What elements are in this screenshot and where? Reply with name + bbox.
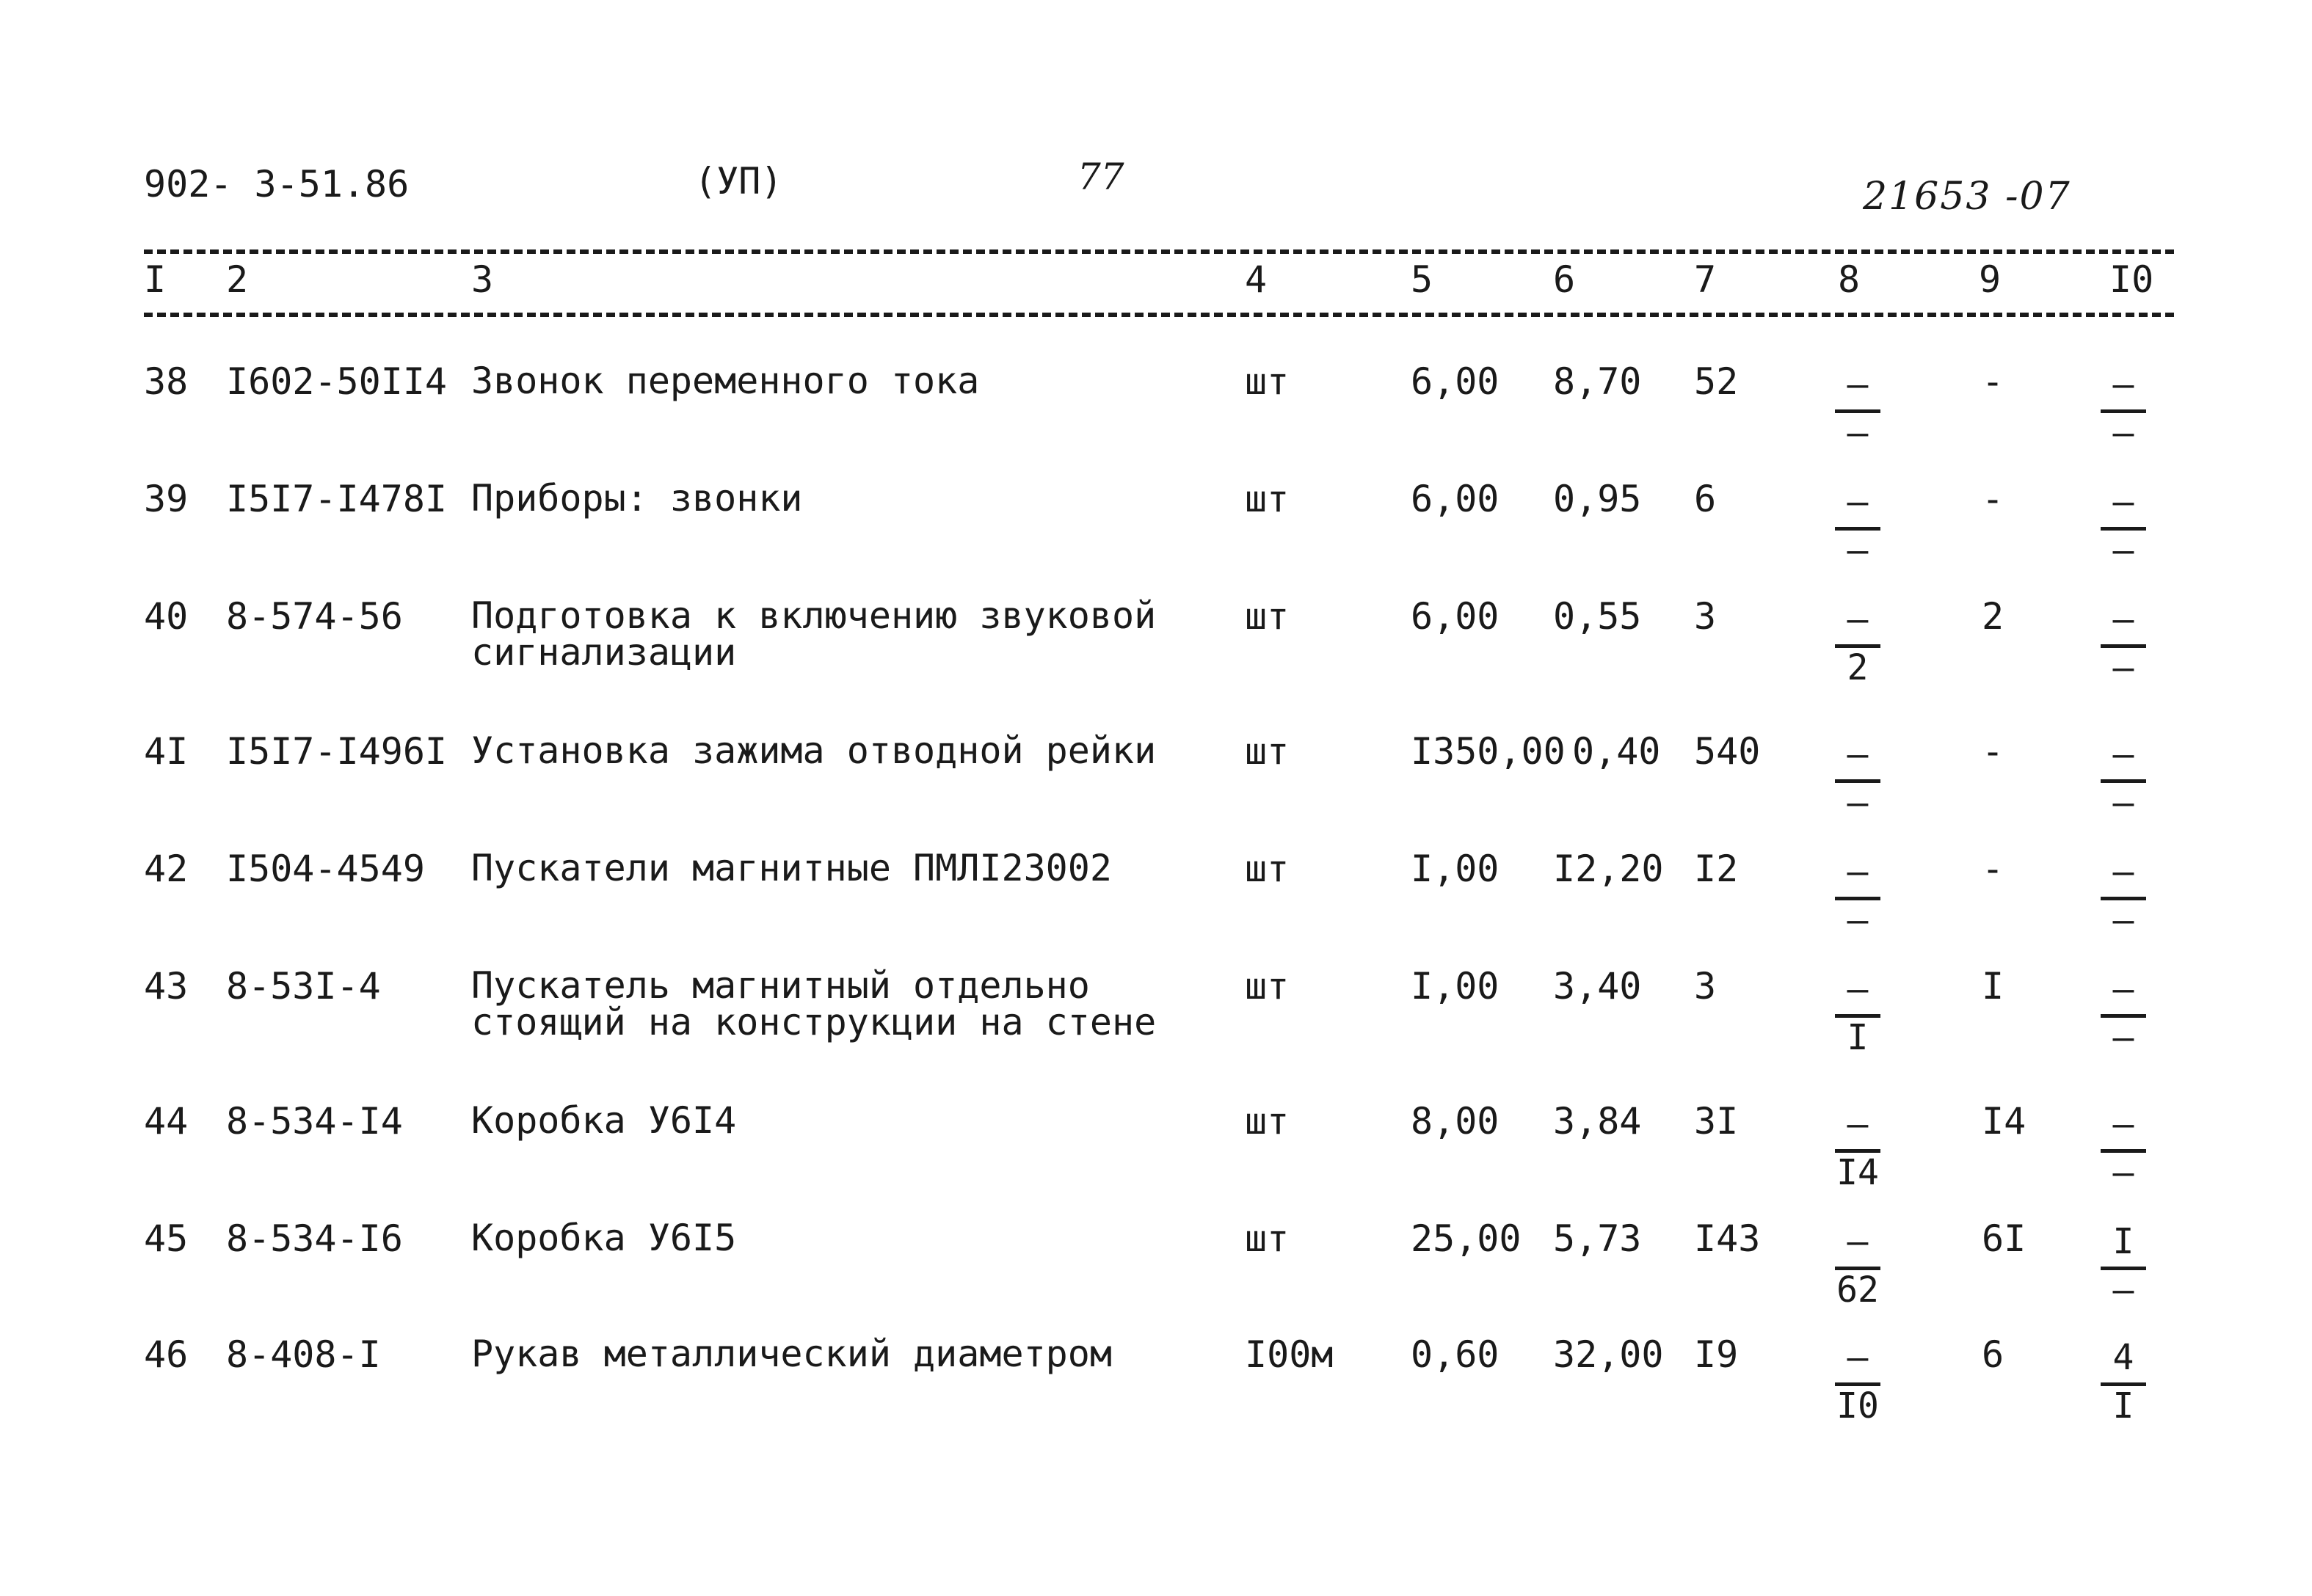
row-price: 0,95 [1553,478,1642,520]
col10-denominator: I [2112,1385,2134,1426]
col10-fraction [2101,969,2146,1060]
col8-denominator: – [1847,900,1869,941]
document-code: 902- 3-51.86 [144,163,410,205]
row-price: 8,70 [1553,360,1642,403]
row-col9: - [1982,360,2004,403]
row-total: I2 [1694,848,1739,890]
handwritten-note: 21653 -07 [1863,175,2071,219]
row-code: I5I7-I478I [226,478,448,520]
row-total: I43 [1694,1217,1761,1260]
col8-fraction [1835,1337,1880,1428]
col8-fraction [1835,599,1880,690]
row-price: 0,40 [1572,730,1661,773]
col8-fraction [1835,1221,1880,1312]
table-row [0,729,2312,850]
col8-denominator: I0 [1836,1385,1879,1426]
row-number: 4I [144,730,189,773]
row-col9: - [1982,848,2004,890]
row-unit: I00м [1245,1333,1334,1376]
row-name: Коробка У6I4 [471,1099,737,1142]
row-quantity: I350,00 [1411,730,1566,773]
col10-denominator: – [2112,530,2134,571]
row-code: 8-53I-4 [226,965,381,1007]
row-price: I2,20 [1553,848,1664,890]
row-col9: - [1982,478,2004,520]
col10-fraction [2101,599,2146,690]
col10-fraction [2101,1104,2146,1195]
col10-denominator: – [2112,1017,2134,1058]
col8-numerator: – [1847,1337,1869,1378]
row-total: 6 [1694,478,1717,520]
row-code: 8-534-I4 [226,1100,403,1143]
row-total: 3I [1694,1100,1739,1143]
row-quantity: I,00 [1411,848,1499,890]
col10-fraction [2101,481,2146,572]
col8-denominator: 62 [1836,1269,1879,1311]
row-number: 43 [144,965,189,1007]
col-header-2: 2 [226,258,249,301]
row-total: I9 [1694,1333,1739,1376]
col10-numerator: I [2112,1221,2134,1262]
row-name: Рукав металлический диаметром [471,1333,1112,1375]
row-unit: шт [1245,965,1290,1007]
col-header-9: 9 [1979,258,2002,301]
col8-denominator: – [1847,412,1869,453]
row-total: 3 [1694,595,1717,638]
table-row [0,847,2312,967]
col8-fraction [1835,734,1880,825]
row-col9: - [1982,730,2004,773]
row-unit: шт [1245,848,1290,890]
row-code: 8-574-56 [226,595,403,638]
row-code: I602-50II4 [226,360,448,403]
row-total: 3 [1694,965,1717,1007]
col8-denominator: I4 [1836,1152,1879,1193]
header-top-rule [144,249,2174,254]
table-row [0,1099,2312,1220]
row-code: I504-4549 [226,848,425,890]
row-number: 40 [144,595,189,638]
row-code: 8-534-I6 [226,1217,403,1260]
row-price: 5,73 [1553,1217,1642,1260]
table-row [0,362,2312,480]
col-header-5: 5 [1411,258,1433,301]
table-row [0,964,2312,1085]
col10-numerator: – [2112,969,2134,1010]
row-name: Звонок переменного тока [471,360,980,402]
col-header-3: 3 [471,258,494,301]
row-quantity: 6,00 [1411,595,1499,638]
col10-denominator: – [2112,1152,2134,1193]
row-number: 39 [144,478,189,520]
col-header-10: I0 [2109,258,2154,301]
row-col9: 6 [1982,1333,2004,1376]
row-number: 42 [144,848,189,890]
row-quantity: I,00 [1411,965,1499,1007]
row-unit: шт [1245,730,1290,773]
col8-fraction [1835,1104,1880,1195]
table-row [0,1217,2312,1337]
row-unit: шт [1245,1100,1290,1143]
col8-numerator: – [1847,364,1869,405]
row-price: 32,00 [1553,1333,1664,1376]
row-col9: I [1982,965,2004,1007]
row-name: Коробка У6I5 [471,1217,737,1259]
row-number: 44 [144,1100,189,1143]
col8-denominator: – [1847,530,1869,571]
col8-numerator: – [1847,1104,1869,1145]
col10-denominator: – [2112,412,2134,453]
col8-numerator: – [1847,481,1869,522]
col10-denominator: – [2112,900,2134,941]
col8-fraction [1835,364,1880,455]
col10-numerator: – [2112,599,2134,640]
col8-numerator: – [1847,969,1869,1010]
row-number: 38 [144,360,189,403]
row-price: 3,84 [1553,1100,1642,1143]
col8-numerator: – [1847,851,1869,892]
row-unit: шт [1245,1217,1290,1260]
table-row [0,1333,2312,1453]
col10-fraction [2101,734,2146,825]
row-quantity: 6,00 [1411,360,1499,403]
row-quantity: 6,00 [1411,478,1499,520]
col-header-1: I [144,258,167,301]
table-row [0,594,2312,715]
row-name: Пускатель магнитный отдельно стоящий на конструкции на стене [471,964,1157,1043]
col10-fraction [2101,1337,2146,1428]
header-bottom-rule [144,313,2174,317]
row-unit: шт [1245,595,1290,638]
col8-fraction [1835,851,1880,942]
row-col9: I4 [1982,1100,2026,1143]
col10-numerator: – [2112,364,2134,405]
col10-numerator: – [2112,1104,2134,1145]
row-name: Пускатели магнитные ПМЛI23002 [471,847,1112,889]
row-quantity: 25,00 [1411,1217,1522,1260]
row-number: 45 [144,1217,189,1260]
page-number: 77 [1077,156,1124,198]
row-price: 3,40 [1553,965,1642,1007]
row-quantity: 8,00 [1411,1100,1499,1143]
row-code: 8-408-I [226,1333,381,1376]
col10-numerator: – [2112,734,2134,775]
section-label: (УП) [694,160,783,203]
row-col9: 2 [1982,595,2004,638]
row-quantity: 0,60 [1411,1333,1499,1376]
col10-fraction [2101,364,2146,455]
col10-fraction [2101,851,2146,942]
col10-denominator: – [2112,1269,2134,1311]
col-header-4: 4 [1245,258,1268,301]
col8-denominator: I [1847,1017,1869,1058]
row-name: Подготовка к включению звуковой сигнализации [471,594,1157,674]
col8-numerator: – [1847,1221,1869,1262]
table-row [0,477,2312,597]
col8-fraction [1835,481,1880,572]
row-code: I5I7-I496I [226,730,448,773]
row-number: 46 [144,1333,189,1376]
col8-denominator: – [1847,782,1869,823]
row-name: Установка зажима отводной рейки [471,729,1157,772]
col8-denominator: 2 [1847,647,1869,688]
col8-numerator: – [1847,734,1869,775]
row-unit: шт [1245,478,1290,520]
col10-numerator: – [2112,851,2134,892]
col-header-6: 6 [1553,258,1576,301]
row-price: 0,55 [1553,595,1642,638]
col-header-7: 7 [1694,258,1717,301]
col10-denominator: – [2112,782,2134,823]
row-name: Приборы: звонки [471,477,803,520]
row-total: 52 [1694,360,1739,403]
row-unit: шт [1245,360,1290,403]
col10-fraction [2101,1221,2146,1312]
row-col9: 6I [1982,1217,2026,1260]
col10-numerator: – [2112,481,2134,522]
col-header-8: 8 [1838,258,1861,301]
row-total: 540 [1694,730,1761,773]
col8-fraction [1835,969,1880,1060]
col10-numerator: 4 [2112,1337,2134,1378]
col8-numerator: – [1847,599,1869,640]
col10-denominator: – [2112,647,2134,688]
